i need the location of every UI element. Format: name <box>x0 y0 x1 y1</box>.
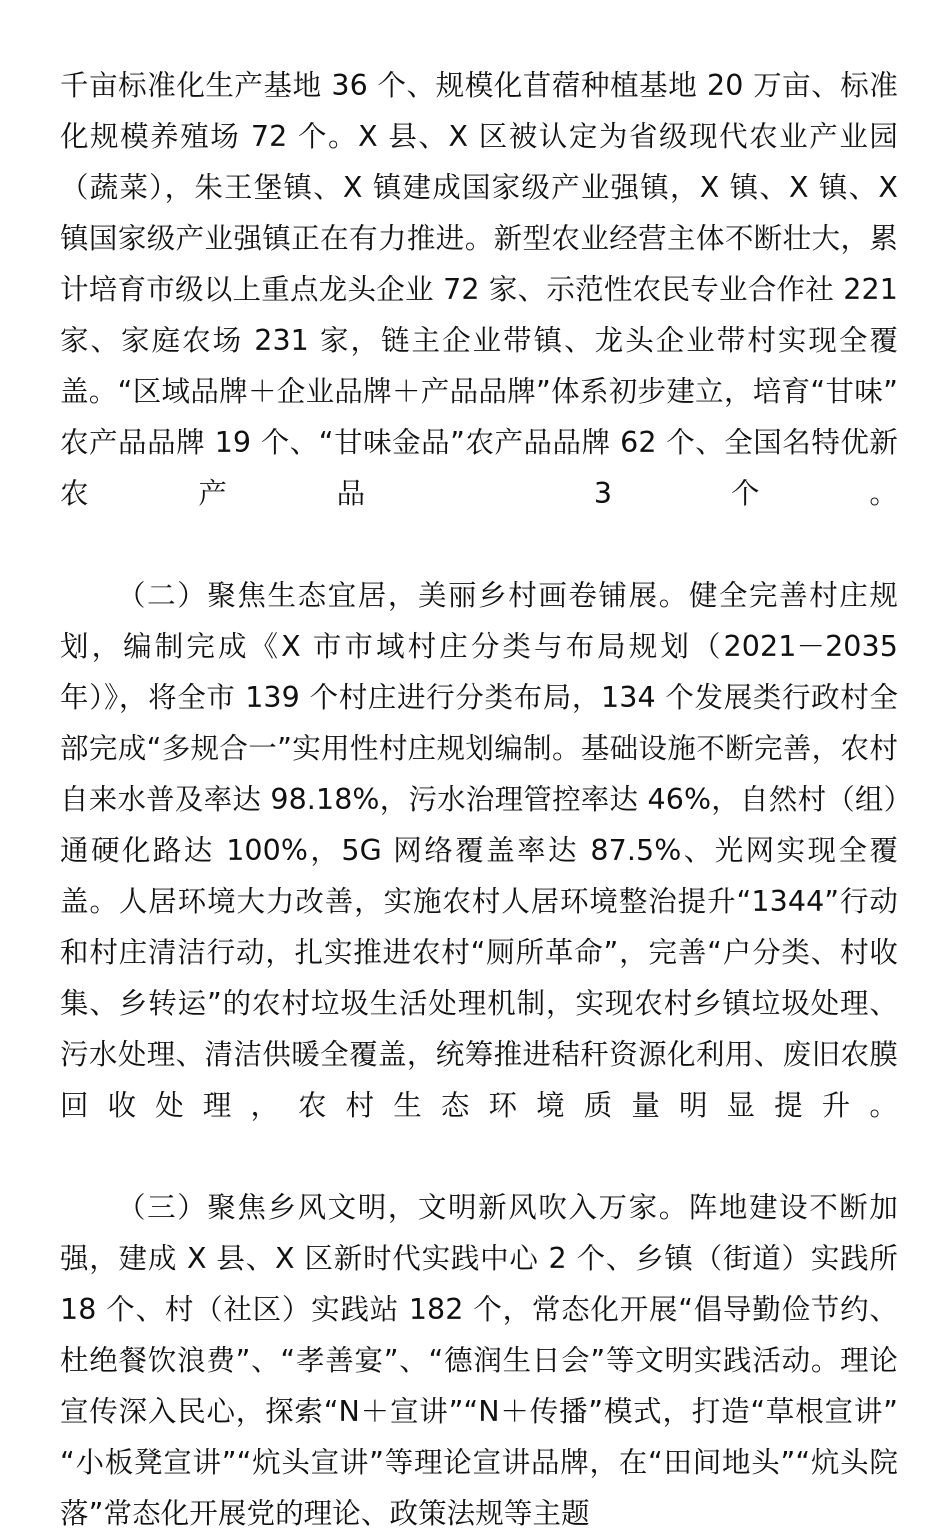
paragraph-agriculture-base: 千亩标准化生产基地 36 个、规模化苜蓿种植基地 20 万亩、标准化规模养殖场 72 个。X 县、X 区被认定为省级现代农业产业园（蔬菜），朱王堡镇、X 镇建成国家级产业强镇，X 镇、X 镇、X 镇国家级产业强镇正在有力推进。新型农业经营主体不断壮大，累计培育市级以上重点龙头企业 72 家、示范性农民专业合作社 221 家、家庭农场 231 家，链主企业带镇、龙头企业带村实现全覆盖。“区域品牌＋企业品牌＋产品品牌”体系初步建立，培育“甘味”农产品品牌 19 个、“甘味金品”农产品品牌 62 个、全国名特优新农产品 3 个。 <box>60 69 898 510</box>
paragraph-section-three: （三）聚焦乡风文明，文明新风吹入万家。阵地建设不断加强，建成 X 县、X 区新时代实践中心 2 个、乡镇（街道）实践所 18 个、村（社区）实践站 182 个，常态化开展“倡导勤俭节约、杜绝餐饮浪费”、“孝善宴”、“德润生日会”等文明实践活动。理论宣传深入民心，探索“N＋宣讲”“N＋传播”模式，打造“草根宣讲”“小板凳宣讲”“炕头宣讲”等理论宣讲品牌，在“田间地头”“炕头院落”常态化开展党的理论、政策法规等主题 <box>60 1191 898 1530</box>
document-body <box>60 60 898 1539</box>
paragraph-section-two: （二）聚焦生态宜居，美丽乡村画卷铺展。健全完善村庄规划，编制完成《X 市市域村庄分类与布局规划（2021－2035 年）》，将全市 139 个村庄进行分类布局，134 个发展类行政村全部完成“多规合一”实用性村庄规划编制。基础设施不断完善，农村自来水普及率达 98.18%，污水治理管控率达 46%，自然村（组）通硬化路达 100%，5G 网络覆盖率达 87.5%、光网实现全覆盖。人居环境大力改善，实施农村人居环境整治提升“1344”行动和村庄清洁行动，扎实推进农村“厕所革命”，完善“户分类、村收集、乡转运”的农村垃圾生活处理机制，实现农村乡镇垃圾处理、污水处理、清洁供暖全覆盖，统筹推进秸秆资源化利用、废旧农膜回收处理，农村生态环境质量明显提升。 <box>60 579 898 1122</box>
